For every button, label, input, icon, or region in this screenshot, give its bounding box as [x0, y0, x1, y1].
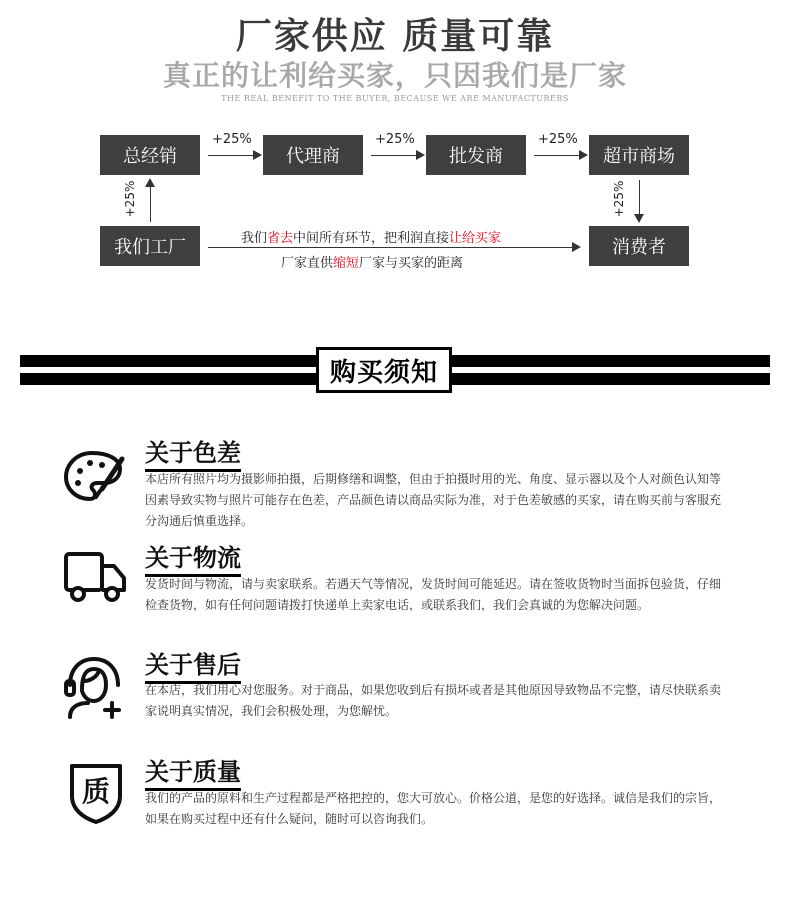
- arrow-line: [534, 155, 580, 156]
- node-agent: 代理商: [263, 135, 363, 175]
- customer-service-icon: [62, 655, 128, 721]
- flow-caption-2: 厂家直供缩短厂家与买家的距离: [281, 256, 464, 271]
- truck-icon: [62, 548, 128, 614]
- markup-label: +25%: [212, 132, 252, 147]
- node-supermarket: 超市商场: [589, 135, 689, 175]
- arrow-up-icon: [145, 178, 155, 187]
- section-title: 关于色差: [145, 433, 241, 472]
- arrow-line: [208, 247, 573, 248]
- section-text: 在本店，我们用心对您服务。对于商品，如果您收到后有损坏或者是其他原因导致物品不完整，请尽快联系卖家说明真实情况，我们会积极处理，为您解忧。: [145, 683, 722, 718]
- node-factory: 我们工厂: [100, 226, 200, 266]
- arrow-down-icon: [634, 214, 644, 223]
- section-title: 关于物流: [145, 538, 241, 577]
- section-text: 我们的产品的原料和生产过程都是严格把控的，您大可放心。价格公道，是您的好选择。诚信是我们的宗旨，如果在购买过程中还有什么疑问，随时可以咨询我们。: [145, 791, 722, 826]
- markup-label: +25%: [123, 180, 137, 218]
- quality-shield-icon: [66, 760, 132, 826]
- node-wholesaler: 批发商: [426, 135, 526, 175]
- page-subtitle: 真正的让利给买家，只因我们是厂家: [162, 59, 627, 92]
- flow-caption-1: 我们省去中间所有环节，把利润直接让给买家: [241, 231, 502, 246]
- palette-icon: [62, 445, 128, 511]
- arrow-right-icon: [572, 242, 581, 252]
- arrow-line: [639, 180, 640, 217]
- arrow-right-icon: [253, 150, 262, 160]
- arrow-right-icon: [579, 150, 588, 160]
- notice-heading: 购买须知: [316, 347, 452, 393]
- page-title: 厂家供应 质量可靠: [235, 16, 555, 57]
- section-text: 发货时间与物流，请与卖家联系。若遇天气等情况，发货时间可能延迟。请在签收货物时当面拆包验货，仔细检查货物，如有任何问题请拨打快递单上卖家电话，或联系我们，我们会真诚的为您解决问题。: [145, 577, 722, 612]
- section-text: 本店所有照片均为摄影师拍摄，后期修缮和调整，但由于拍摄时用的光、角度、显示器以及个人对颜色认知等因素导致实物与照片可能存在色差，产品颜色请以商品实际为准，对于色差敏感的买家，请在购买前与客服充分沟通后慎重选择。: [145, 472, 722, 528]
- arrow-line: [371, 155, 417, 156]
- section-title: 关于质量: [145, 752, 241, 791]
- markup-label: +25%: [612, 180, 626, 218]
- arrow-right-icon: [416, 150, 425, 160]
- arrow-line: [150, 185, 151, 222]
- arrow-line: [208, 155, 254, 156]
- section-title: 关于售后: [145, 645, 241, 684]
- node-distributor: 总经销: [100, 135, 200, 175]
- markup-label: +25%: [538, 132, 578, 147]
- markup-label: +25%: [375, 132, 415, 147]
- node-consumer: 消费者: [589, 226, 689, 266]
- english-tagline: THE REAL BENEFIT TO THE BUYER, BECAUSE WE ARE MANUFACTURERS: [221, 94, 569, 103]
- quality-badge-glyph: 质: [81, 775, 110, 808]
